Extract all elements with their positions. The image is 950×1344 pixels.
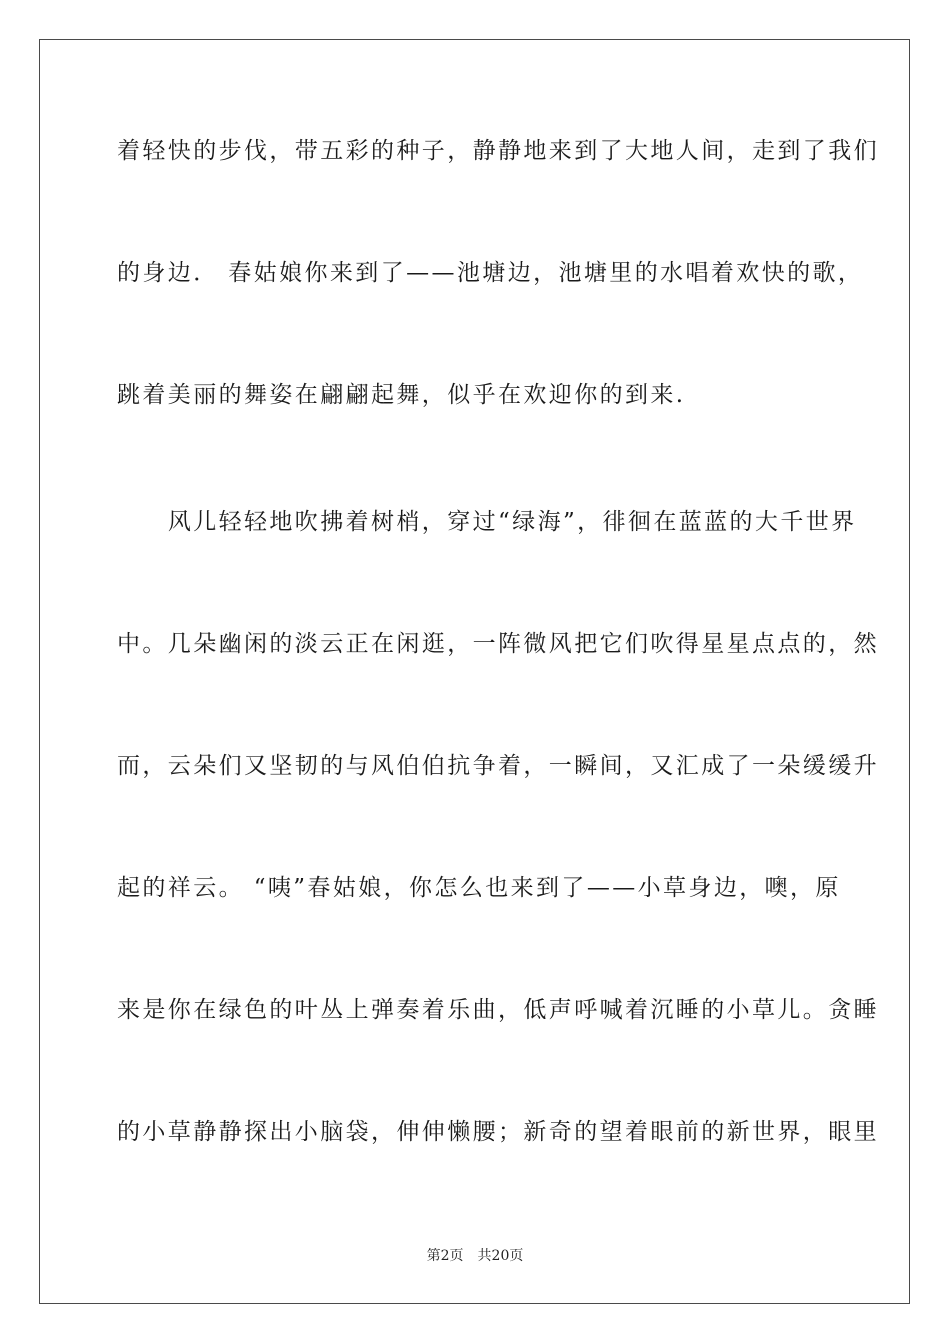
page-total: 共20页	[477, 1248, 524, 1264]
body-line-9: 的小草静静探出小脑袋，伸伸懒腰；新奇的望着眼前的新世界，眼里	[117, 1119, 879, 1145]
body-line-3: 跳着美丽的舞姿在翩翩起舞，似乎在欢迎你的到来.	[117, 382, 686, 408]
body-line-4	[117, 507, 857, 537]
body-line-1: 着轻快的步伐，带五彩的种子，静静地来到了大地人间，走到了我们	[117, 138, 879, 164]
body-line-4-text: 风儿轻轻地吹拂着树梢，穿过“绿海”，徘徊在蓝蓝的大千世界	[167, 509, 857, 535]
body-line-7: 起的祥云。 “咦”春姑娘，你怎么也来到了——小草身边，噢，原	[117, 875, 841, 901]
page-footer	[0, 1247, 950, 1265]
page-border	[39, 39, 910, 1304]
body-line-6: 而，云朵们又坚韧的与风伯伯抗争着，一瞬间，又汇成了一朵缓缓升	[117, 753, 879, 779]
body-line-5: 中。几朵幽闲的淡云正在闲逛，一阵微风把它们吹得星星点点的，然	[117, 631, 879, 657]
body-line-2: 的身边． 春姑娘你来到了——池塘边，池塘里的水唱着欢快的歌，	[117, 260, 864, 286]
page-number: 第2页	[426, 1248, 464, 1264]
paragraph-indent	[117, 509, 168, 535]
body-line-8: 来是你在绿色的叶丛上弹奏着乐曲，低声呼喊着沉睡的小草儿。贪睡	[117, 997, 879, 1023]
